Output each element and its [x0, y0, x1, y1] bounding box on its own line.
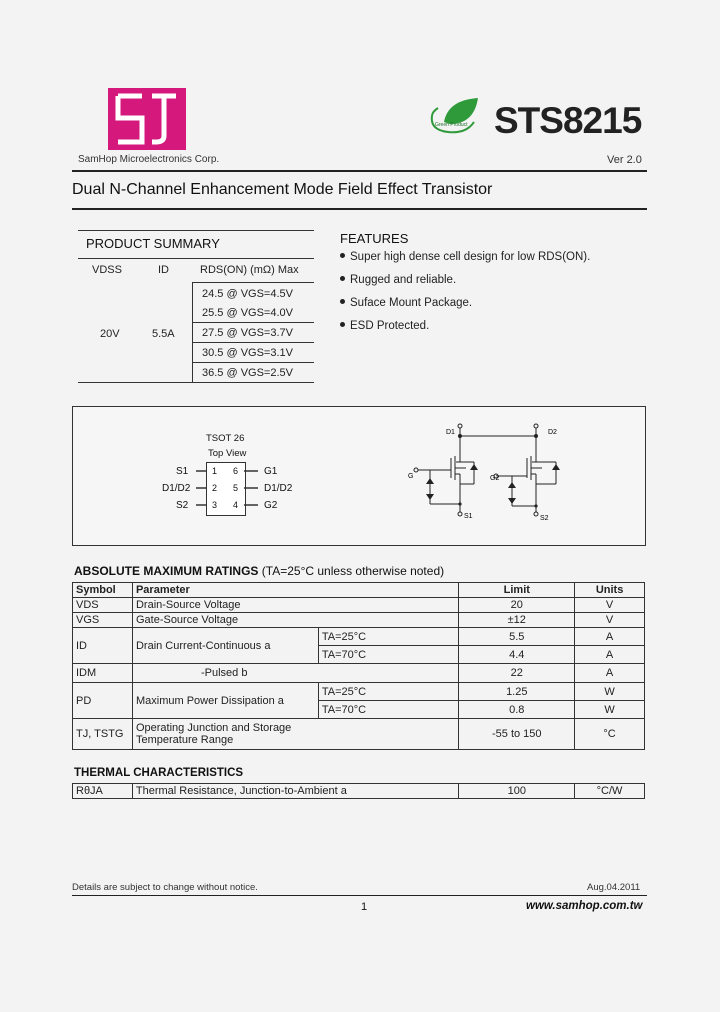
ps-col-rds: RDS(ON) (mΩ) Max	[200, 264, 299, 276]
table-row	[73, 613, 645, 628]
feature-item: Rugged and reliable.	[340, 274, 456, 286]
schematic-label-g1: G	[408, 473, 414, 480]
cell-symbol: PD	[73, 683, 133, 719]
bullet-icon	[340, 322, 345, 327]
pin-number: 6	[233, 466, 239, 476]
pin-label: D1/D2	[264, 483, 293, 494]
cell-condition: TA=25°C	[318, 683, 459, 701]
cell-limit: 20	[459, 598, 575, 613]
green-product-text: Green Product	[435, 122, 468, 128]
ps-rds-row: 25.5 @ VGS=4.0V	[202, 307, 293, 319]
ps-id-value: 5.5A	[152, 328, 175, 340]
cell-condition: TA=70°C	[318, 701, 459, 719]
ps-rds-row: 36.5 @ VGS=2.5V	[202, 367, 293, 379]
cell-limit: 5.5	[459, 628, 575, 646]
cell-limit: -55 to 150	[459, 719, 575, 750]
footer-rule	[72, 895, 647, 896]
thermal-title: THERMAL CHARACTERISTICS	[74, 767, 244, 779]
version: Ver 2.0	[607, 154, 642, 166]
ps-row-rule	[192, 362, 314, 363]
table-row	[73, 583, 645, 598]
footer-date: Aug.04.2011	[587, 882, 641, 893]
cell-unit: W	[575, 701, 645, 719]
cell-limit: 4.4	[459, 646, 575, 664]
ps-rds-row: 27.5 @ VGS=3.7V	[202, 327, 293, 339]
ps-vdss-value: 20V	[100, 328, 120, 340]
dual-mosfet-schematic	[400, 418, 580, 528]
ps-rds-row: 30.5 @ VGS=3.1V	[202, 347, 293, 359]
ps-row-rule	[192, 342, 314, 343]
amr-header-limit: Limit	[459, 583, 575, 598]
cell-parameter: Thermal Resistance, Junction-to-Ambient a	[132, 784, 459, 799]
package-name: TSOT 26	[206, 433, 245, 444]
cell-limit: 0.8	[459, 701, 575, 719]
cell-symbol: VGS	[73, 613, 133, 628]
thermal-table	[72, 783, 645, 799]
cell-unit: V	[575, 598, 645, 613]
cell-symbol: RθJA	[73, 784, 133, 799]
cell-condition: TA=25°C	[318, 628, 459, 646]
table-row	[73, 628, 645, 646]
cell-parameter: Gate-Source Voltage	[132, 613, 458, 628]
samhop-logo-mark	[108, 88, 186, 150]
part-number: STS8215	[494, 100, 642, 141]
cell-unit: A	[575, 664, 645, 683]
pin-label: D1/D2	[162, 483, 191, 494]
pin-number: 1	[212, 466, 218, 476]
ps-rds-row: 24.5 @ VGS=4.5V	[202, 288, 293, 300]
company-name: SamHop Microelectronics Corp.	[78, 154, 220, 165]
feature-item: ESD Protected.	[340, 320, 429, 332]
page-number: 1	[361, 901, 368, 913]
title-rule	[72, 208, 647, 210]
schematic-label-d2: D2	[548, 429, 557, 436]
header-rule	[72, 170, 647, 172]
cell-unit: A	[575, 646, 645, 664]
cell-unit: °C	[575, 719, 645, 750]
cell-limit: 1.25	[459, 683, 575, 701]
bullet-icon	[340, 299, 345, 304]
cell-symbol: IDM	[73, 664, 133, 683]
ps-bottom-rule	[78, 382, 314, 383]
schematic-label-g2: G2	[490, 475, 500, 482]
table-row	[73, 683, 645, 701]
amr-title: ABSOLUTE MAXIMUM RATINGS (TA=25°C unless otherwise noted)	[74, 564, 445, 578]
cell-unit: W	[575, 683, 645, 701]
ps-rds-rule	[192, 282, 314, 283]
feature-item: Super high dense cell design for low RDS(ON).	[340, 251, 590, 263]
samhop-logo	[108, 88, 186, 150]
schematic-label-s1: S1	[464, 513, 473, 520]
table-row	[73, 719, 645, 750]
pin-number: 5	[233, 483, 239, 493]
cell-symbol: TJ, TSTG	[73, 719, 133, 750]
ps-header-rule	[78, 258, 314, 259]
cell-parameter: Maximum Power Dissipation a	[132, 683, 318, 719]
schematic-label-d1: D1	[446, 429, 455, 436]
table-row	[73, 598, 645, 613]
cell-limit: ±12	[459, 613, 575, 628]
pin-label: S2	[176, 500, 189, 511]
table-row	[73, 784, 645, 799]
footer-disclaimer: Details are subject to change without notice.	[72, 882, 258, 893]
amr-header-parameter: Parameter	[132, 583, 458, 598]
amr-note: (TA=25°C unless otherwise noted)	[261, 564, 445, 578]
cell-condition: TA=70°C	[318, 646, 459, 664]
ps-top-rule	[78, 230, 314, 231]
footer-url[interactable]: www.samhop.com.tw	[526, 900, 643, 912]
schematic-label-s2: S2	[540, 515, 549, 522]
ps-rds-divider	[192, 282, 193, 382]
ps-col-vdss: VDSS	[92, 264, 122, 276]
cell-symbol: VDS	[73, 598, 133, 613]
cell-unit: A	[575, 628, 645, 646]
ps-row-rule	[192, 322, 314, 323]
pin-number: 4	[233, 500, 239, 510]
cell-limit: 100	[459, 784, 575, 799]
bullet-icon	[340, 253, 345, 258]
table-row	[73, 664, 645, 683]
amr-table	[72, 582, 645, 750]
cell-parameter: -Pulsed b	[132, 664, 458, 683]
amr-header-symbol: Symbol	[73, 583, 133, 598]
document-title: Dual N-Channel Enhancement Mode Field Effect Transistor	[72, 181, 493, 198]
cell-parameter: Drain-Source Voltage	[132, 598, 458, 613]
product-summary-title: PRODUCT SUMMARY	[86, 236, 220, 251]
ps-col-id: ID	[158, 264, 169, 276]
cell-unit: °C/W	[575, 784, 645, 799]
pin-number: 2	[212, 483, 218, 493]
cell-limit: 22	[459, 664, 575, 683]
pin-label: G1	[264, 466, 278, 477]
amr-header-units: Units	[575, 583, 645, 598]
cell-parameter: Operating Junction and Storage Temperature Range	[132, 719, 458, 750]
bullet-icon	[340, 276, 345, 281]
pin-number: 3	[212, 500, 218, 510]
pin-label: G2	[264, 500, 278, 511]
features-title: FEATURES	[340, 231, 409, 246]
cell-parameter: Drain Current-Continuous a	[132, 628, 318, 664]
feature-item: Suface Mount Package.	[340, 297, 472, 309]
green-product-logo	[426, 94, 486, 141]
cell-unit: V	[575, 613, 645, 628]
package-view: Top View	[208, 448, 247, 459]
pin-leads	[196, 462, 258, 514]
cell-symbol: ID	[73, 628, 133, 664]
pin-label: S1	[176, 466, 189, 477]
